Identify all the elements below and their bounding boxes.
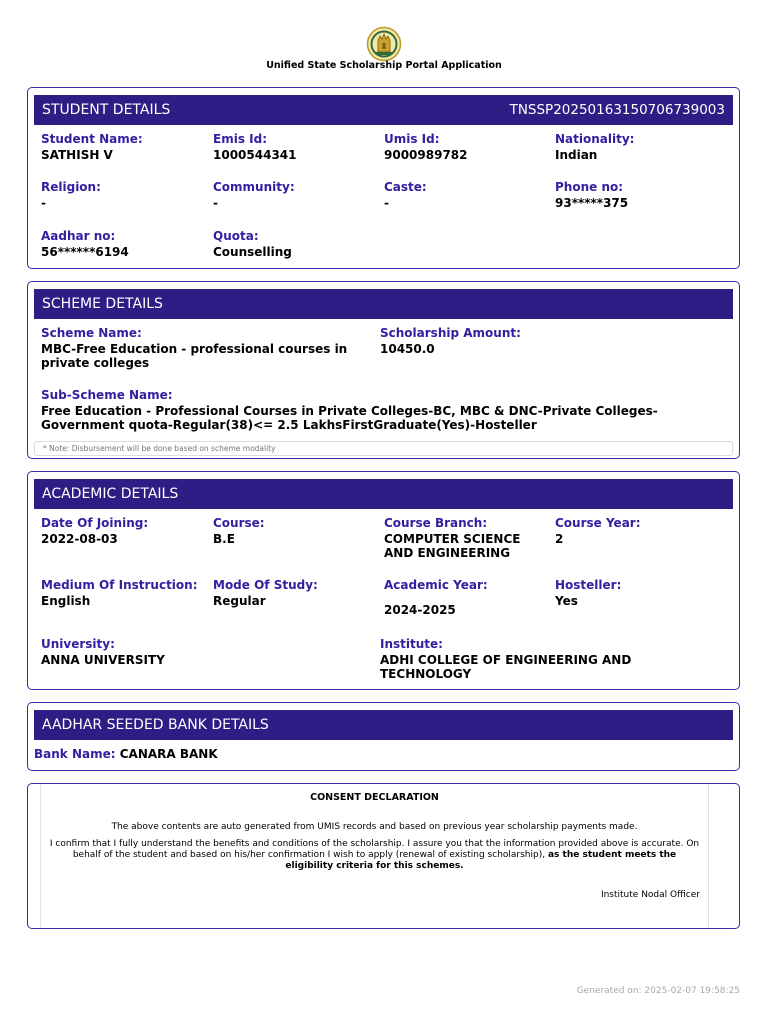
consent-card	[27, 783, 740, 929]
field-community	[213, 180, 295, 210]
academic-details-header	[34, 479, 733, 509]
field-value: 2024-2025	[384, 603, 456, 617]
field-label: Date Of Joining:	[41, 516, 149, 530]
field-institute	[380, 637, 680, 681]
field-scheme-name	[41, 326, 366, 370]
field-medium-of-instruction	[41, 578, 198, 608]
field-label: Emis Id:	[213, 132, 267, 146]
field-value: 56******6194	[41, 245, 129, 259]
field-label: Hosteller:	[555, 578, 622, 592]
field-bank-name	[34, 747, 218, 761]
scheme-details-card	[27, 281, 740, 459]
field-label: Mode Of Study:	[213, 578, 318, 592]
field-value: Counselling	[213, 245, 292, 259]
field-value: 1000544341	[213, 148, 297, 162]
field-university	[41, 637, 165, 667]
field-emis-id	[213, 132, 297, 162]
field-label: Academic Year:	[384, 578, 488, 592]
consent-paragraph-1: The above contents are auto generated from UMIS records and based on previous year scholarship payments made.	[111, 822, 638, 832]
field-value: CANARA BANK	[119, 747, 218, 761]
field-value: 93*****375	[555, 196, 629, 210]
field-value: 2	[555, 532, 564, 546]
field-course	[213, 516, 265, 546]
consent-title: CONSENT DECLARATION	[310, 792, 439, 803]
field-label: University:	[41, 637, 115, 651]
section-title: STUDENT DETAILS	[42, 102, 171, 118]
field-label: Sub-Scheme Name:	[41, 388, 173, 402]
field-label: Bank Name:	[34, 747, 116, 761]
field-label: Nationality:	[555, 132, 635, 146]
field-academic-year	[384, 578, 488, 617]
field-label: Aadhar no:	[41, 229, 116, 243]
field-value: 10450.0	[380, 342, 435, 356]
field-value: ANNA UNIVERSITY	[41, 653, 165, 667]
application-number: TNSSP20250163150706739003	[509, 102, 725, 118]
field-value: SATHISH V	[41, 148, 113, 162]
field-value: MBC-Free Education - professional courses in private colleges	[41, 342, 348, 370]
field-value: -	[41, 196, 46, 210]
field-value: -	[213, 196, 218, 210]
field-label: Phone no:	[555, 180, 624, 194]
field-nationality	[555, 132, 634, 162]
field-value: -	[384, 196, 389, 210]
consent-body	[40, 784, 709, 928]
field-label: Institute:	[380, 637, 443, 651]
field-quota	[213, 229, 292, 259]
field-course-year	[555, 516, 641, 546]
field-umis-id	[384, 132, 468, 162]
disbursement-note: * Note: Disbursement will be done based on scheme modality	[34, 441, 733, 456]
field-label: Course Branch:	[384, 516, 488, 530]
field-label: Umis Id:	[384, 132, 440, 146]
field-value: Indian	[555, 148, 598, 162]
field-value: ADHI COLLEGE OF ENGINEERING AND TECHNOLOGY	[380, 653, 632, 681]
section-title: ACADEMIC DETAILS	[42, 486, 179, 502]
field-phone	[555, 180, 628, 210]
field-value: 2022-08-03	[41, 532, 118, 546]
field-label: Community:	[213, 180, 295, 194]
field-mode-of-study	[213, 578, 318, 608]
field-label: Quota:	[213, 229, 259, 243]
field-label: Scholarship Amount:	[380, 326, 521, 340]
page-title: Unified State Scholarship Portal Application	[266, 60, 502, 71]
field-label: Medium Of Instruction:	[41, 578, 198, 592]
field-value: COMPUTER SCIENCE AND ENGINEERING	[384, 532, 521, 560]
field-label: Course:	[213, 516, 265, 530]
field-religion	[41, 180, 101, 210]
field-caste	[384, 180, 427, 210]
field-value: B.E	[213, 532, 235, 546]
academic-details-card	[27, 471, 740, 690]
section-title: SCHEME DETAILS	[42, 296, 163, 312]
field-student-name	[41, 132, 143, 162]
field-sub-scheme-name	[41, 388, 681, 432]
consent-eligibility-text: as the student meets the eligibility criteria for this schemes.	[285, 850, 677, 871]
field-value: 9000989782	[384, 148, 468, 162]
field-date-of-joining	[41, 516, 148, 546]
bank-details-card	[27, 702, 740, 771]
section-title: AADHAR SEEDED BANK DETAILS	[42, 717, 269, 733]
bank-details-header	[34, 710, 733, 740]
generated-timestamp: Generated on: 2025-02-07 19:58:25	[576, 986, 740, 996]
field-label: Scheme Name:	[41, 326, 142, 340]
consent-text: I confirm that I fully understand the benefits and conditions of the scholarship. I assure you that the information provided above is accurate. On behalf of the student and based on his/her confirmation I wish to apply (renewal of existing scholarship),	[49, 839, 700, 860]
field-value: Yes	[555, 594, 578, 608]
field-hosteller	[555, 578, 621, 608]
field-label: Course Year:	[555, 516, 641, 530]
tamil-nadu-emblem-icon	[366, 26, 402, 62]
field-course-branch	[384, 516, 534, 560]
scheme-details-header	[34, 289, 733, 319]
field-label: Student Name:	[41, 132, 143, 146]
student-details-header	[34, 95, 733, 125]
field-scholarship-amount	[380, 326, 521, 356]
field-label: Caste:	[384, 180, 427, 194]
field-value: English	[41, 594, 91, 608]
consent-paragraph-2	[49, 839, 700, 872]
field-value: Free Education - Professional Courses in Private Colleges-BC, MBC & DNC-Private Colleges-Government quota-Regular(38)<= 2.5 LakhsFirstGraduate(Yes)-Hosteller	[41, 404, 658, 432]
student-details-card	[27, 87, 740, 269]
field-aadhar	[41, 229, 129, 259]
nodal-officer-signature: Institute Nodal Officer	[600, 890, 700, 900]
field-value: Regular	[213, 594, 266, 608]
field-label: Religion:	[41, 180, 101, 194]
